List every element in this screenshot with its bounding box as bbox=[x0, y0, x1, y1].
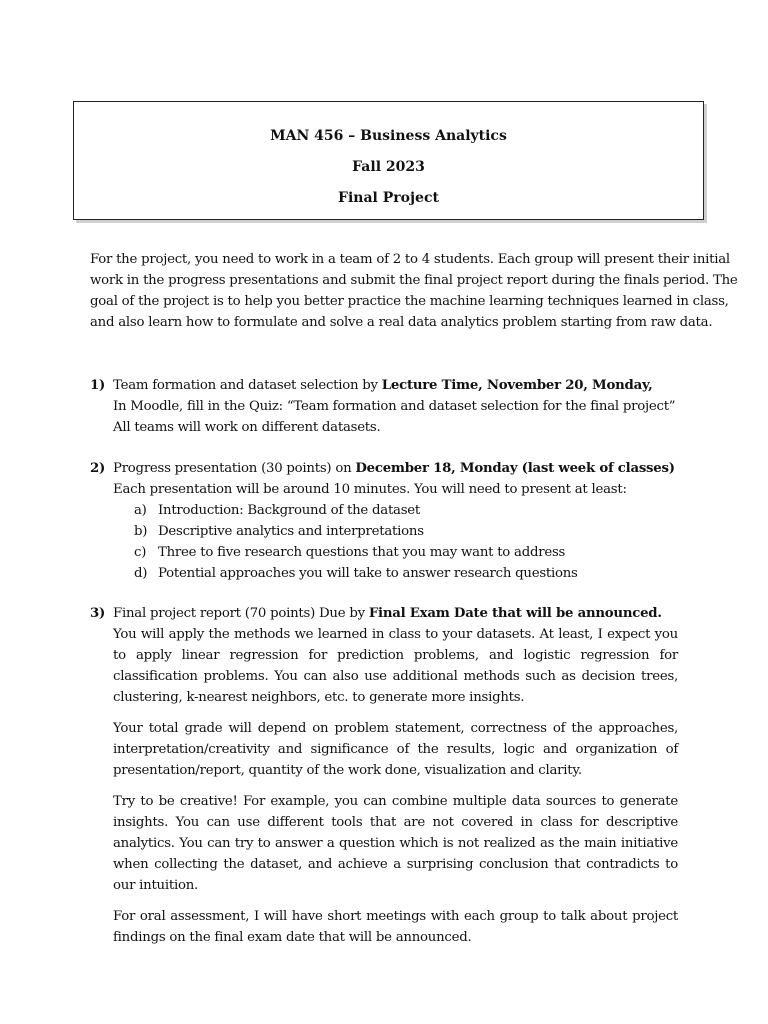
heading-text: Final project report (70 points) Due by bbox=[113, 606, 369, 621]
title-box bbox=[73, 101, 704, 220]
heading-text: Team formation and dataset selection by bbox=[113, 378, 382, 393]
grading-paragraph: Your total grade will depend on problem statement, correctness of the approaches, interpretation/creativity and significance of the results, logic and organization of presentation/report, quantity of the work done, visualization and clarity. bbox=[113, 721, 678, 778]
item-number: 2) bbox=[90, 461, 106, 476]
sub-item-text: Potential approaches you will take to answer research questions bbox=[158, 566, 578, 581]
intro-line: For the project, you need to work in a team of 2 to 4 students. Each group will present their initial bbox=[90, 252, 730, 267]
item-heading bbox=[113, 458, 678, 479]
intro-line: work in the progress presentations and submit the final project report during the finals period. The bbox=[90, 273, 738, 288]
sub-item-text: Introduction: Background of the dataset bbox=[158, 503, 421, 518]
item-line: In Moodle, fill in the Quiz: “Team formation and dataset selection for the final project” bbox=[113, 399, 676, 414]
sub-item-letter: b) bbox=[134, 524, 148, 539]
sub-item-text: Descriptive analytics and interpretations bbox=[158, 524, 424, 539]
heading-deadline: December 18, Monday (last week of classes) bbox=[355, 461, 675, 476]
report-methods-paragraph: You will apply the methods we learned in class to your datasets. At least, I expect you to apply linear regression for prediction problems, and logistic regression for classification problems. You can also use additional methods such as decision trees, clustering, k-nearest neighbors, etc. to generate more insights. bbox=[113, 627, 678, 705]
sub-item bbox=[113, 521, 678, 542]
item-body bbox=[113, 458, 678, 584]
heading-deadline: Final Exam Date that will be announced. bbox=[368, 606, 662, 621]
intro-paragraph bbox=[90, 249, 738, 333]
sub-item-letter: d) bbox=[134, 566, 148, 581]
item-line: Each presentation will be around 10 minutes. You will need to present at least: bbox=[113, 482, 627, 497]
item-number: 1) bbox=[90, 378, 106, 393]
item-number: 3) bbox=[90, 606, 106, 621]
item-body bbox=[113, 375, 678, 438]
intro-line: and also learn how to formulate and solve a real data analytics problem starting from raw data. bbox=[90, 315, 713, 330]
oral-assessment-paragraph: For oral assessment, I will have short meetings with each group to talk about project findings on the final exam date that will be announced. bbox=[113, 909, 678, 945]
intro-line: goal of the project is to help you better practice the machine learning techniques learned in class, bbox=[90, 294, 729, 309]
sub-item-text: Three to five research questions that you may want to address bbox=[158, 545, 566, 560]
heading-deadline: Lecture Time, November 20, Monday, bbox=[381, 378, 653, 393]
sub-item bbox=[113, 500, 678, 521]
item-heading bbox=[113, 375, 678, 396]
creativity-paragraph: Try to be creative! For example, you can combine multiple data sources to generate insights. You can use different tools that are not covered in class for descriptive analytics. You can try to answer a question which is not realized as the main initiative when collecting the dataset, and achieve a surprising conclusion that contradicts to our intuition. bbox=[113, 794, 678, 893]
course-title: MAN 456 – Business Analytics bbox=[270, 128, 507, 144]
heading-text: Progress presentation (30 points) on bbox=[113, 461, 356, 476]
document-title: Final Project bbox=[338, 190, 439, 206]
item-heading bbox=[113, 603, 678, 624]
sub-item bbox=[113, 542, 678, 563]
item-body bbox=[113, 603, 678, 948]
term-label: Fall 2023 bbox=[352, 159, 425, 175]
item-line: All teams will work on different datasets. bbox=[113, 420, 381, 435]
sub-item-letter: c) bbox=[134, 545, 147, 560]
sub-item bbox=[113, 563, 678, 584]
sub-item-letter: a) bbox=[134, 503, 147, 518]
